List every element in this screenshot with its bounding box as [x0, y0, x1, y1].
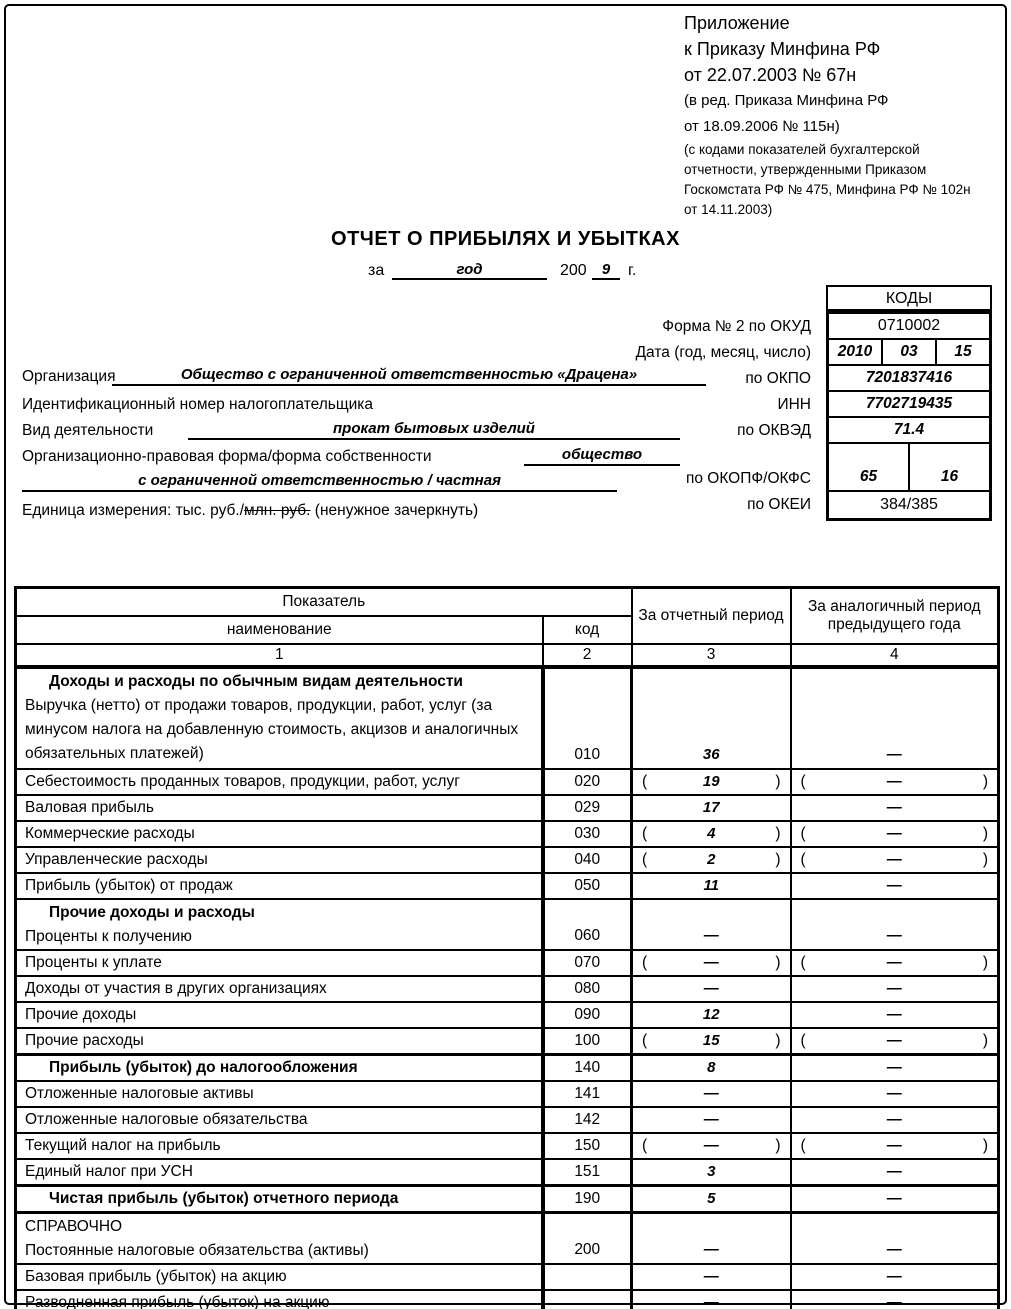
row-value-cell: [632, 899, 791, 950]
close-paren: ): [982, 824, 988, 842]
row-code-cell: 080: [543, 976, 632, 1002]
row-value-cell: [632, 873, 791, 899]
row-value: 17: [702, 798, 720, 816]
row-value: —: [886, 926, 902, 944]
row-value-cell: [791, 847, 999, 873]
code-row-label: по ОКОПФ/ОКФС: [685, 470, 811, 487]
organization-value: Общество с ограниченной ответственностью «Драцена»: [112, 366, 706, 386]
code-value-cell: 71.4: [893, 421, 925, 438]
row-value: 4: [707, 825, 716, 842]
row-name: Прибыль (убыток) от продаж: [25, 876, 233, 894]
row-name: Себестоимость проданных товаров, продукции, работ, услуг: [25, 772, 460, 790]
row-name: Базовая прибыль (убыток) на акцию: [25, 1267, 287, 1285]
row-value: 5: [707, 1189, 716, 1207]
legal-form-line-2: [22, 468, 812, 494]
row-name: Чистая прибыль (убыток) отчетного периода: [49, 1189, 399, 1207]
row-name-cell: [16, 795, 543, 821]
close-paren: ): [982, 850, 988, 868]
table-row: [16, 1028, 999, 1055]
code-row: [829, 418, 989, 444]
row-value-cell: [632, 1107, 791, 1133]
row-code-cell: 050: [543, 873, 632, 899]
code-value-cell: 2010: [837, 343, 873, 360]
table-row: [16, 976, 999, 1002]
open-paren: (: [800, 772, 806, 790]
table-row: [16, 1212, 999, 1264]
row-code-cell: 140: [543, 1054, 632, 1081]
row-name: Прочие расходы: [25, 1031, 144, 1049]
organization-line: [22, 362, 812, 388]
legal-form-value-2: с ограниченной ответственностью / частная: [22, 472, 617, 492]
appendix-line: Госкомстата РФ № 475, Минфина РФ № 102н: [684, 182, 971, 197]
header-pokazatel: Показатель: [16, 588, 632, 616]
row-value: —: [886, 851, 902, 868]
close-paren: ): [775, 953, 781, 971]
row-value: —: [886, 1162, 902, 1180]
report-table-body: [16, 667, 999, 1309]
row-value-cell: [791, 1054, 999, 1081]
row-code-cell: 150: [543, 1133, 632, 1159]
open-paren: (: [642, 953, 648, 971]
row-value: —: [703, 954, 719, 971]
header-code: код: [543, 616, 632, 644]
codes-box-body: [826, 311, 992, 521]
row-name-cell: [16, 847, 543, 873]
header-name: наименование: [16, 616, 543, 644]
row-code-cell: [543, 1264, 632, 1290]
row-value: —: [886, 1058, 902, 1076]
row-name: Коммерческие расходы: [25, 824, 195, 842]
legal-form-label: Организационно-правовая форма/форма собственности: [22, 448, 432, 465]
code-row: [829, 392, 989, 418]
row-code-cell: 060: [543, 899, 632, 950]
paren-value: [792, 1032, 998, 1050]
row-value-cell: [632, 976, 791, 1002]
row-value-cell: [791, 769, 999, 795]
appendix-line: Приложение: [684, 13, 790, 33]
table-row: [16, 667, 999, 769]
open-paren: (: [642, 1136, 648, 1154]
header-num-4: 4: [791, 644, 999, 667]
header-num-2: 2: [543, 644, 632, 667]
row-value: —: [703, 926, 719, 944]
row-code-cell: [543, 1290, 632, 1309]
header-col3: За отчетный период: [632, 588, 791, 644]
row-value-cell: [632, 795, 791, 821]
code-value-cell: 0710002: [877, 317, 941, 334]
row-code-cell: 030: [543, 821, 632, 847]
inn-line: [22, 390, 622, 416]
row-value: —: [886, 1189, 902, 1207]
row-value: —: [886, 1005, 902, 1023]
appendix-line: от 14.11.2003): [684, 202, 773, 217]
open-paren: (: [800, 953, 806, 971]
report-table-head: [16, 588, 999, 667]
appendix-line: от 18.09.2006 № 115н): [684, 118, 840, 135]
row-name-cell: [16, 1107, 543, 1133]
row-value-cell: [791, 667, 999, 769]
activity-line: [22, 416, 812, 442]
row-value-cell: [632, 1159, 791, 1186]
row-value-cell: [632, 1290, 791, 1309]
row-value: —: [886, 798, 902, 816]
row-name-cell: [16, 1002, 543, 1028]
year-field: 9: [592, 261, 620, 280]
open-paren: (: [800, 850, 806, 868]
row-value: 11: [703, 876, 720, 894]
row-name: Управленческие расходы: [25, 850, 208, 868]
row-name-cell: [16, 667, 543, 769]
row-name: Прибыль (убыток) до налогообложения: [49, 1058, 358, 1076]
row-value-cell: [791, 821, 999, 847]
code-value-cell: 384/385: [880, 496, 938, 513]
row-value: —: [886, 1137, 902, 1154]
row-value: —: [886, 876, 902, 894]
appendix-line: к Приказу Минфина РФ: [684, 39, 881, 59]
table-row: [16, 1081, 999, 1107]
row-value-cell: [791, 873, 999, 899]
row-pre-label: СПРАВОЧНО: [25, 1217, 123, 1235]
row-value-cell: [632, 1002, 791, 1028]
code-value-cell: 16: [908, 444, 989, 490]
report-table: [14, 586, 1000, 1309]
row-value: 15: [702, 1032, 720, 1049]
code-row: [829, 340, 989, 366]
row-code-cell: 100: [543, 1028, 632, 1055]
row-name-cell: [16, 1185, 543, 1212]
legal-form-line: [22, 442, 812, 468]
row-name: Прочие доходы: [25, 1005, 137, 1023]
row-name-cell: [16, 1133, 543, 1159]
code-row: [829, 314, 989, 340]
paren-value: [792, 851, 998, 869]
paren-value: [792, 773, 998, 791]
report-period-line: [0, 256, 1011, 282]
table-row: [16, 1133, 999, 1159]
unit-pre: Единица измерения: тыс. руб./: [22, 502, 245, 519]
row-value: —: [886, 954, 902, 971]
code-row: [829, 366, 989, 392]
table-row: [16, 1107, 999, 1133]
row-code-cell: 200: [543, 1212, 632, 1264]
inn-line-label: Идентификационный номер налогоплательщика: [22, 396, 374, 413]
table-row: [16, 769, 999, 795]
row-code-cell: 040: [543, 847, 632, 873]
paren-value: [633, 1032, 790, 1050]
row-name-cell: [16, 1028, 543, 1055]
row-value: —: [886, 1084, 902, 1102]
row-value: —: [703, 1137, 719, 1154]
row-value-cell: [791, 1159, 999, 1186]
table-row: [16, 847, 999, 873]
row-value-cell: [791, 1002, 999, 1028]
row-name-cell: [16, 769, 543, 795]
year-suffix: г.: [628, 262, 637, 279]
close-paren: ): [775, 1136, 781, 1154]
row-value-cell: [791, 1133, 999, 1159]
row-name-cell: [16, 1290, 543, 1309]
row-value: —: [886, 1110, 902, 1128]
row-name-cell: [16, 1212, 543, 1264]
period-field: год: [392, 261, 547, 280]
code-value-cell: 15: [935, 340, 989, 364]
row-name-cell: [16, 1264, 543, 1290]
code-value-cell: 65: [859, 468, 878, 485]
code-row-label: ИНН: [777, 396, 811, 413]
legal-form-value-1: общество: [524, 446, 680, 466]
row-name-cell: [16, 873, 543, 899]
row-value-cell: [791, 1212, 999, 1264]
row-value-cell: [791, 1290, 999, 1309]
row-value: —: [703, 1240, 719, 1258]
row-name-cell: [16, 1054, 543, 1081]
open-paren: (: [642, 824, 648, 842]
row-value-cell: [632, 1185, 791, 1212]
row-value-cell: [632, 1212, 791, 1264]
row-value-cell: [791, 1185, 999, 1212]
page-title: ОТЧЕТ О ПРИБЫЛЯХ И УБЫТКАХ: [331, 228, 680, 250]
row-name: Выручка (нетто) от продажи товаров, продукции, работ, услуг (за минусом налога на добавленную стоимость, акцизов и аналогичных обязательных платежей): [25, 696, 519, 762]
appendix-line: от 22.07.2003 № 67н: [684, 65, 857, 85]
table-row: [16, 1264, 999, 1290]
table-row: [16, 950, 999, 976]
close-paren: ): [775, 824, 781, 842]
row-value: —: [886, 825, 902, 842]
row-value: —: [703, 1110, 719, 1128]
row-name-cell: [16, 976, 543, 1002]
table-row: [16, 1185, 999, 1212]
row-value: 2: [707, 851, 716, 868]
code-value-cell: 7702719435: [865, 395, 953, 412]
row-value-cell: [632, 1133, 791, 1159]
table-row: [16, 1002, 999, 1028]
row-value-cell: [632, 1081, 791, 1107]
table-row: [16, 899, 999, 950]
row-name: Постоянные налоговые обязательства (активы): [25, 1241, 369, 1259]
code-row-label: по ОКПО: [745, 370, 811, 387]
codes-box: [826, 285, 992, 521]
open-paren: (: [642, 850, 648, 868]
table-row: [16, 1290, 999, 1309]
row-name: Проценты к уплате: [25, 953, 162, 971]
row-code-cell: 029: [543, 795, 632, 821]
close-paren: ): [775, 772, 781, 790]
row-value-cell: [791, 899, 999, 950]
code-row-label: Дата (год, месяц, число): [635, 344, 811, 361]
row-value-cell: [632, 1264, 791, 1290]
code-row-label: по ОКВЭД: [737, 422, 811, 439]
paren-value: [633, 773, 790, 791]
open-paren: (: [800, 824, 806, 842]
row-value-cell: [632, 1028, 791, 1055]
row-name: Доходы от участия в других организациях: [25, 979, 327, 997]
row-value: —: [886, 1293, 902, 1309]
table-row: [16, 1159, 999, 1186]
appendix: [684, 10, 1004, 220]
row-code-cell: 142: [543, 1107, 632, 1133]
section-heading: Доходы и расходы по обычным видам деятельности: [49, 672, 463, 690]
row-value-cell: [791, 950, 999, 976]
unit-label: [22, 502, 478, 520]
row-value: —: [886, 745, 902, 763]
row-name: Единый налог при УСН: [25, 1162, 193, 1180]
unit-line: [22, 496, 622, 522]
period-prefix: за: [368, 262, 385, 279]
paren-value: [633, 825, 790, 843]
activity-value: прокат бытовых изделий: [188, 420, 680, 440]
row-value: —: [886, 773, 902, 790]
row-code-cell: 020: [543, 769, 632, 795]
code-row-label: по ОКЕИ: [747, 496, 811, 513]
paren-value: [633, 1137, 790, 1155]
table-row: [16, 795, 999, 821]
row-name-cell: [16, 950, 543, 976]
code-row: [829, 444, 989, 492]
row-value: —: [703, 1084, 719, 1102]
codes-box-header: КОДЫ: [826, 285, 992, 311]
row-value: —: [886, 979, 902, 997]
row-code-cell: 090: [543, 1002, 632, 1028]
row-name-cell: [16, 1081, 543, 1107]
year-century: 200: [560, 262, 587, 279]
row-name-cell: [16, 1159, 543, 1186]
paren-value: [633, 954, 790, 972]
row-code-cell: 190: [543, 1185, 632, 1212]
close-paren: ): [775, 1031, 781, 1049]
row-value-cell: [791, 795, 999, 821]
open-paren: (: [800, 1136, 806, 1154]
appendix-line: (в ред. Приказа Минфина РФ: [684, 92, 889, 109]
row-value: 3: [707, 1162, 716, 1180]
row-value: 12: [702, 1005, 720, 1023]
row-value-cell: [632, 667, 791, 769]
row-name: Отложенные налоговые активы: [25, 1084, 254, 1102]
row-value-cell: [632, 821, 791, 847]
row-value-cell: [632, 847, 791, 873]
row-code-cell: 151: [543, 1159, 632, 1186]
row-value-cell: [791, 1107, 999, 1133]
row-name: Отложенные налоговые обязательства: [25, 1110, 308, 1128]
paren-value: [633, 851, 790, 869]
row-value-cell: [791, 1028, 999, 1055]
code-row-label: Форма № 2 по ОКУД: [662, 318, 811, 335]
row-code-cell: 141: [543, 1081, 632, 1107]
close-paren: ): [775, 850, 781, 868]
table-row: [16, 1054, 999, 1081]
row-value: 8: [707, 1058, 716, 1076]
open-paren: (: [642, 1031, 648, 1049]
row-value: —: [886, 1032, 902, 1049]
row-name: Валовая прибыль: [25, 798, 154, 816]
section-heading: Прочие доходы и расходы: [49, 903, 255, 921]
row-value: —: [886, 1267, 902, 1285]
code-value-cell: 7201837416: [865, 369, 953, 386]
header-col4: За аналогичный период предыдущего года: [791, 588, 999, 644]
close-paren: ): [982, 1031, 988, 1049]
row-name: Текущий налог на прибыль: [25, 1136, 221, 1154]
table-row: [16, 873, 999, 899]
row-value-cell: [632, 950, 791, 976]
row-value-cell: [632, 1054, 791, 1081]
row-value: 19: [702, 773, 720, 790]
row-value: —: [886, 1240, 902, 1258]
header-num-3: 3: [632, 644, 791, 667]
row-value-cell: [791, 1081, 999, 1107]
row-code-cell: 010: [543, 667, 632, 769]
row-value-cell: [791, 976, 999, 1002]
row-name-cell: [16, 821, 543, 847]
organization-label: Организация: [22, 368, 116, 385]
appendix-line: отчетности, утвержденными Приказом: [684, 162, 927, 177]
row-value: 36: [702, 745, 720, 763]
row-value: —: [703, 1293, 719, 1309]
close-paren: ): [982, 953, 988, 971]
row-code-cell: 070: [543, 950, 632, 976]
row-name: Разводненная прибыль (убыток) на акцию: [25, 1293, 330, 1309]
unit-struck: млн. руб.: [244, 502, 311, 519]
open-paren: (: [642, 772, 648, 790]
paren-value: [792, 1137, 998, 1155]
row-value-cell: [791, 1264, 999, 1290]
close-paren: ): [982, 772, 988, 790]
row-value: —: [703, 979, 719, 997]
row-value-cell: [632, 769, 791, 795]
unit-post: (ненужное зачеркнуть): [310, 502, 479, 519]
paren-value: [792, 954, 998, 972]
activity-label: Вид деятельности: [22, 422, 154, 439]
paren-value: [792, 825, 998, 843]
open-paren: (: [800, 1031, 806, 1049]
row-value: —: [703, 1267, 719, 1285]
table-row: [16, 821, 999, 847]
close-paren: ): [982, 1136, 988, 1154]
row-name: Проценты к получению: [25, 927, 192, 945]
appendix-line: (с кодами показателей бухгалтерской: [684, 142, 920, 157]
header-num-1: 1: [16, 644, 543, 667]
code-value-cell: 03: [881, 340, 935, 364]
code-row: [829, 492, 989, 518]
row-name-cell: [16, 899, 543, 950]
